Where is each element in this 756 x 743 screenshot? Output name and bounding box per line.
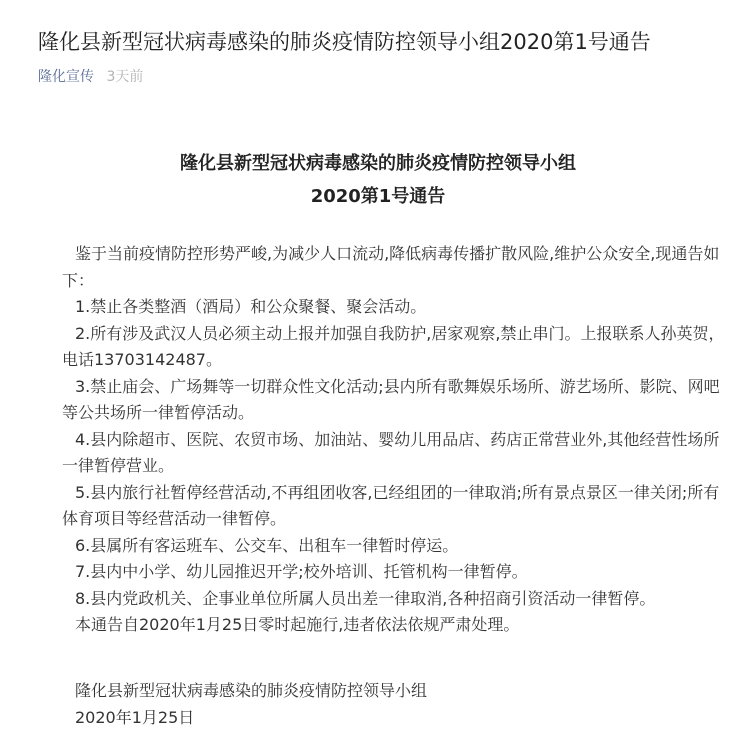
- account-name-link[interactable]: 隆化宣传: [38, 69, 94, 85]
- signature-date: 2020年1月25日: [75, 707, 195, 727]
- notice-body: [62, 241, 730, 639]
- notice-item-2: 2.所有涉及武汉人员必须主动上报并加强自我防护,居家观察,禁止串门。上报联系人孙英贺，电话13703142487。: [62, 323, 725, 369]
- publish-time: 3天前: [106, 69, 144, 85]
- notice-heading-line1: 隆化县新型冠状病毒感染的肺炎疫情防控领导小组: [180, 153, 576, 174]
- notice-item-4: 4.县内除超市、医院、农贸市场、加油站、婴幼儿用品店、药店正常营业外,其他经营性场所一律暂停营业。: [62, 429, 720, 475]
- notice-item-3: 3.禁止庙会、广场舞等一切群众性文化活动;县内所有歌舞娱乐场所、游艺场所、影院、网吧等公共场所一律暂停活动。: [62, 376, 720, 422]
- signature-organization: 隆化县新型冠状病毒感染的肺炎疫情防控领导小组: [75, 681, 428, 700]
- article-title: 隆化县新型冠状病毒感染的肺炎疫情防控领导小组2020第1号通告: [38, 30, 651, 54]
- notice-item-7: 7.县内中小学、幼儿园推迟开学;校外培训、托管机构一律暂停。: [75, 562, 528, 581]
- notice-heading-line2: 2020第1号通告: [310, 186, 446, 207]
- notice-item-8: 8.县内党政机关、企事业单位所属人员出差一律取消,各种招商引资活动一律暂停。: [75, 588, 656, 608]
- notice-item-6: 6.县属所有客运班车、公交车、出租车一律暂时停运。: [75, 535, 459, 555]
- notice-item-5: 5.县内旅行社暂停经营活动,不再组团收客,已经组团的一律取消;所有景点景区一律关闭;所有体育项目等经营活动一律暂停。: [62, 482, 720, 528]
- notice-closing: 本通告自2020年1月25日零时起施行,违者依法依规严肃处理。: [75, 615, 520, 634]
- notice-intro: 鉴于当前疫情防控形势严峻,为减少人口流动,降低病毒传播扩散风险,维护公众安全,现通告如下：: [62, 244, 720, 290]
- article-meta: [38, 66, 143, 88]
- notice-signature: [75, 678, 427, 731]
- notice-item-1: 1.禁止各类整酒（酒局）和公众聚餐、聚会活动。: [75, 297, 427, 316]
